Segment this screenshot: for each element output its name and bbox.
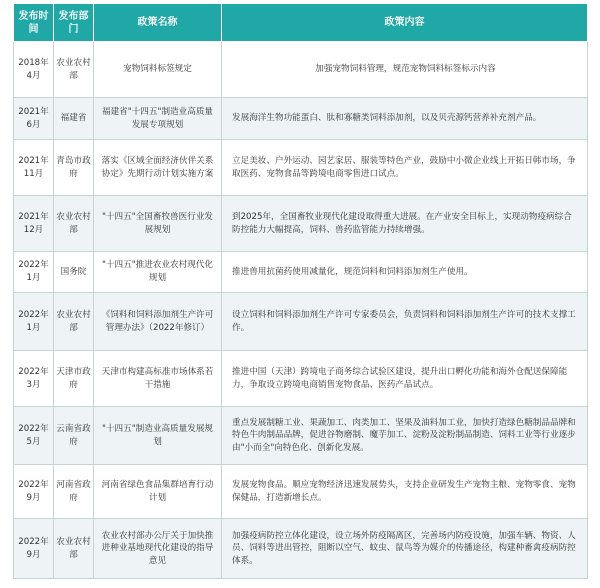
row-policy-name: 宠物饲料标签规定 bbox=[94, 42, 222, 98]
row-policy-content: 到2025年，全国畜牧业现代化建设取得重大进展。在产业安全目标上，实现动物疫病综合防控能力大幅提高，饲料、兽药监管能力持续增强。 bbox=[222, 196, 588, 252]
row-dept: 福建省 bbox=[54, 98, 94, 140]
row-time: 2022年1月 bbox=[14, 252, 54, 293]
row-policy-name: 落实《区域全面经济伙伴关系协定》先期行动计划实施方案 bbox=[94, 140, 222, 196]
table-row bbox=[14, 519, 588, 579]
row-dept: 云南省政府 bbox=[54, 407, 94, 465]
row-policy-name: "十四五"全国畜牧兽医行业发展规划 bbox=[94, 196, 222, 252]
row-time: 2021年11月 bbox=[14, 140, 54, 196]
table-row bbox=[14, 98, 588, 140]
header-name: 政策名称 bbox=[94, 4, 222, 42]
row-policy-content: 发展海洋生物功能蛋白、肽和寡糖类饲料添加剂，以及贝壳源钙营养补充剂产品。 bbox=[222, 98, 588, 140]
row-policy-name: 河南省绿色食品集群培育行动计划 bbox=[94, 465, 222, 519]
row-dept: 河南省政府 bbox=[54, 465, 94, 519]
policy-table-container bbox=[13, 3, 587, 579]
row-time: 2022年3月 bbox=[14, 351, 54, 407]
row-dept: 国务院 bbox=[54, 252, 94, 293]
row-policy-content: 加强疫病防控立体化建设，设立场外防疫隔离区，完善场内防疫设施，加强车辆、物资、人员、饲料等进出管控，阻断以空气、蚊虫、鼠鸟等为媒介的传播途径，构建种畜禽疫病防控体系。 bbox=[222, 519, 588, 579]
header-time: 发布时间 bbox=[14, 4, 54, 42]
row-policy-content: 加强宠物饲料管理，规范宠物饲料标签标示内容 bbox=[222, 42, 588, 98]
header-content: 政策内容 bbox=[222, 4, 588, 42]
row-policy-content: 设立饲料和饲料添加剂生产许可专家委员会，负责饲料和饲料添加剂生产许可的技术支撑工作。 bbox=[222, 293, 588, 351]
row-policy-name: 天津市构建高标准市场体系若干措施 bbox=[94, 351, 222, 407]
row-policy-name: "十四五"制造业高质量发展规划 bbox=[94, 407, 222, 465]
row-policy-name: 农业农村部办公厅关于加快推进种业基地现代化建设的指导意见 bbox=[94, 519, 222, 579]
row-time: 2021年6月 bbox=[14, 98, 54, 140]
row-time: 2022年1月 bbox=[14, 293, 54, 351]
row-dept: 天津市政府 bbox=[54, 351, 94, 407]
row-policy-name: "十四五"推进农业农村现代化规划 bbox=[94, 252, 222, 293]
table-header-row bbox=[14, 4, 588, 42]
row-policy-content: 推进兽用抗菌药使用减量化，规范饲料和饲料添加剂生产使用。 bbox=[222, 252, 588, 293]
table-row bbox=[14, 465, 588, 519]
row-time: 2022年9月 bbox=[14, 465, 54, 519]
row-time: 2022年5月 bbox=[14, 407, 54, 465]
row-policy-content: 推进中国（天津）跨境电子商务综合试验区建设，提升出口孵化功能和海外仓配送保障能力，争取设立跨境电商销售宠物食品、医药产品试点。 bbox=[222, 351, 588, 407]
table-row bbox=[14, 252, 588, 293]
row-policy-content: 立足美妆、户外运动、园艺家居、服装等特色产业，鼓励中小微企业线上开拓日韩市场，争取医药、宠物食品等跨境电商零售进口试点。 bbox=[222, 140, 588, 196]
row-time: 2021年12月 bbox=[14, 196, 54, 252]
policy-table bbox=[13, 3, 588, 579]
row-dept: 农业农村部 bbox=[54, 293, 94, 351]
table-row bbox=[14, 196, 588, 252]
row-policy-name: 福建省"十四五"制造业高质量发展专项规划 bbox=[94, 98, 222, 140]
row-dept: 农业农村部 bbox=[54, 196, 94, 252]
row-policy-content: 重点发展制糖工业、果蔬加工、肉类加工、坚果及油料加工业，加快打造绿色糖制品品牌和特色牛肉制品品牌，促进谷物磨制、魔芋加工、淀粉及淀粉制品制造、饲料工业等行业逐步由"小而全"向特色化、创新化发展。 bbox=[222, 407, 588, 465]
row-time: 2018年4月 bbox=[14, 42, 54, 98]
header-dept: 发布部门 bbox=[54, 4, 94, 42]
table-row bbox=[14, 293, 588, 351]
table-row bbox=[14, 42, 588, 98]
row-dept: 农业农村部 bbox=[54, 42, 94, 98]
row-policy-content: 发展宠物食品。顺应宠物经济迅速发展势头，支持企业研发生产宠物主粮、宠物零食、宠物保健品，打造新增长点。 bbox=[222, 465, 588, 519]
row-time: 2022年9月 bbox=[14, 519, 54, 579]
table-row bbox=[14, 407, 588, 465]
row-dept: 农业农村部 bbox=[54, 519, 94, 579]
table-row bbox=[14, 351, 588, 407]
row-policy-name: 《饲料和饲料添加剂生产许可管理办法》（2022年修订） bbox=[94, 293, 222, 351]
table-row bbox=[14, 140, 588, 196]
row-dept: 青岛市政府 bbox=[54, 140, 94, 196]
